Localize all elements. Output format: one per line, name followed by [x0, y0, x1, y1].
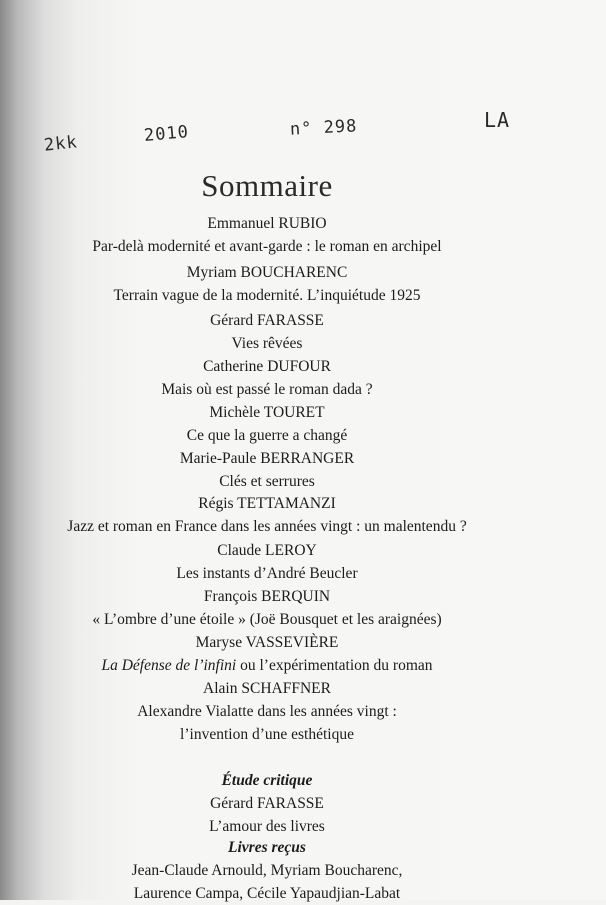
entry-title — [0, 654, 534, 677]
entry-title-italic: La Défense de l’infini — [101, 657, 237, 674]
toc-entry — [0, 355, 534, 401]
handwritten-issue-number: n° 298 — [289, 116, 358, 140]
toc-entry — [0, 492, 534, 539]
entry-author: François BERQUIN — [203, 588, 331, 605]
entry-title: Par-delà modernité et avant-garde : le roman en archipel — [92, 238, 442, 255]
entry-author: Emmanuel RUBIO — [207, 215, 327, 232]
entry-title: Vies rêvées — [231, 335, 303, 352]
handwritten-year: 2010 — [143, 122, 190, 146]
entry-author: Claude LEROY — [217, 542, 317, 559]
entry-title: Clés et serrures — [219, 473, 315, 490]
page-title: Sommaire — [201, 168, 333, 203]
etude-critique-heading: Étude critique — [221, 772, 313, 789]
entry-title: L’amour des livres — [209, 818, 325, 835]
entry-title: Ce que la guerre a changé — [186, 427, 348, 444]
toc-entry — [0, 447, 534, 492]
entry-author: Gérard FARASSE — [210, 312, 324, 329]
livres-recus-section — [0, 836, 534, 905]
entry-author: Alain SCHAFFNER — [203, 680, 331, 697]
toc-entry — [0, 631, 534, 677]
handwritten-page-count: 2kk — [43, 132, 79, 156]
entry-title: Mais où est passé le roman dada ? — [161, 381, 373, 398]
livres-recus-heading: Livres reçus — [228, 839, 306, 856]
entry-author: Gérard FARASSE — [210, 795, 324, 812]
livres-recus-line2: Laurence Campa, Cécile Yapaudjian-Labat — [133, 885, 401, 902]
toc-entry — [0, 585, 534, 631]
entry-author: Michèle TOURET — [209, 404, 325, 421]
handwritten-initials: LA — [484, 108, 511, 132]
entry-author: Régis TETTAMANZI — [198, 495, 336, 512]
entry-author: Myriam BOUCHARENC — [186, 264, 348, 281]
toc-entry — [0, 539, 534, 585]
toc-entry — [0, 212, 534, 261]
entry-title-rest: ou l’expérimentation du roman — [236, 657, 433, 674]
entry-title: « L’ombre d’une étoile » (Joë Bousquet et les araignées) — [92, 611, 442, 628]
entry-author: Catherine DUFOUR — [203, 358, 331, 375]
entry-title-line1: Alexandre Vialatte dans les années vingt : — [137, 703, 397, 720]
etude-critique-section — [0, 769, 534, 836]
livres-recus-line1: Jean-Claude Arnould, Myriam Boucharenc, — [131, 862, 403, 879]
entry-title: Les instants d’André Beucler — [176, 565, 358, 582]
toc-entry — [0, 401, 534, 447]
entry-author: Maryse VASSEVIÈRE — [195, 634, 339, 651]
entry-title-line2: l’invention d’une esthétique — [180, 726, 354, 743]
toc-entry — [0, 677, 534, 769]
entry-title: Terrain vague de la modernité. L’inquiétude 1925 — [113, 287, 421, 304]
entry-title: Jazz et roman en France dans les années vingt : un malentendu ? — [67, 518, 467, 535]
table-of-contents — [0, 212, 534, 905]
toc-entry — [0, 309, 534, 355]
toc-entry — [0, 261, 534, 309]
entry-author: Marie-Paule BERRANGER — [179, 450, 355, 467]
